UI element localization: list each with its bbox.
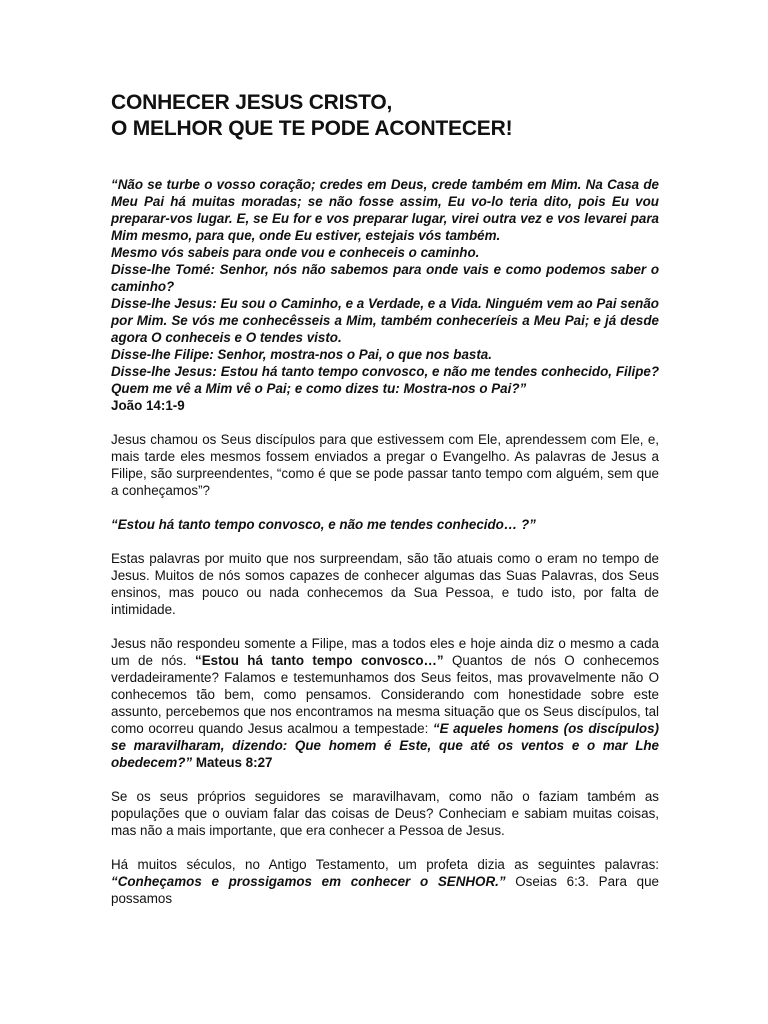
quote-line: Disse-lhe Jesus: Eu sou o Caminho, e a Verdade, e a Vida. Ninguém vem ao Pai senão por Mim. Se vós me conhecêsseis a Mim, também conheceríeis a Meu Pai; e já desde agora O conheceis e O tendes visto. <box>111 296 659 345</box>
title-line-1: CONHECER JESUS CRISTO, <box>111 91 393 114</box>
quote-line: Disse-lhe Filipe: Senhor, mostra-nos o Pai, o que nos basta. <box>111 347 492 362</box>
scripture-quote <box>111 176 659 397</box>
paragraph-4-quote-bold: “Estou há tanto tempo convosco…” <box>195 653 444 668</box>
paragraph-6 <box>111 856 659 907</box>
paragraph-6-text-c: Oseias 6:3. Para que possamos <box>111 874 660 906</box>
quote-line: Disse-lhe Tomé: Senhor, nós não sabemos para onde vais e como podemos saber o caminho? <box>111 262 659 294</box>
paragraph-5: Se os seus próprios seguidores se maravilhavam, como não o faziam também as populações que o ouviam falar das coisas de Deus? Conheciam e sabiam muitas coisas, mas não a mais importante, que era conhecer a Pessoa de Jesus. <box>111 789 659 838</box>
quote-reference: João 14:1-9 <box>111 398 185 413</box>
paragraph-4-scripture: “E aqueles homens (os discípulos) se maravilharam, dizendo: Que homem é Este, que até os ventos e o mar Lhe obedecem?” <box>111 721 660 770</box>
paragraph-quote: “Estou há tanto tempo convosco, e não me tendes conhecido… ?” <box>111 517 536 532</box>
paragraph-6-text-a: Há muitos séculos, no Antigo Testamento, um profeta dizia as seguintes palavras: <box>111 857 659 872</box>
paragraph-4-reference: Mateus 8:27 <box>192 755 273 770</box>
paragraph-1: Jesus chamou os Seus discípulos para que estivessem com Ele, aprendessem com Ele, e, mais tarde eles mesmos fossem enviados a pregar o Evangelho. As palavras de Jesus a Filipe, são surpreendentes, “como é que se pode passar tanto tempo com alguém, sem que a conheçamos”? <box>111 432 659 498</box>
quote-line: “Não se turbe o vosso coração; credes em Deus, crede também em Mim. Na Casa de Meu Pai há muitas moradas; se não fosse assim, Eu vo-lo teria dito, pois Eu vou preparar-vos lugar. E, se Eu for e vos preparar lugar, virei outra vez e vos levarei para Mim mesmo, para que, onde Eu estiver, estejais vós também. <box>111 177 659 243</box>
page-title <box>111 90 659 142</box>
paragraph-4-text-a: Jesus não respondeu somente a Filipe, mas a todos eles e hoje ainda diz o mesmo a cada um de nós. <box>111 636 659 668</box>
document-page <box>111 90 659 920</box>
paragraph-3: Estas palavras por muito que nos surpreendam, são tão atuais como o eram no tempo de Jesus. Muitos de nós somos capazes de conhecer algumas das Suas Palavras, dos Seus ensinos, mas pouco ou nada conhecemos da Sua Pessoa, e tudo isto, por falta de intimidade. <box>111 551 659 617</box>
paragraph-4 <box>111 635 659 771</box>
paragraph-4-text-c: Quantos de nós O conhecemos verdadeiramente? Falamos e testemunhamos dos Seus feitos, mas provavelmente não O conhecemos tão bem, como pensamos. Considerando com honestidade sobre este assunto, percebemos que nos encontramos na mesma situação que os Seus discípulos, tal como ocorreu quando Jesus acalmou a tempestade: <box>111 653 660 736</box>
paragraph-6-scripture: “Conheçamos e prossigamos em conhecer o SENHOR.” <box>111 874 506 889</box>
quote-line: Mesmo vós sabeis para onde vou e conheceis o caminho. <box>111 245 480 260</box>
title-line-2: O MELHOR QUE TE PODE ACONTECER! <box>111 117 513 140</box>
quote-line: Disse-lhe Jesus: Estou há tanto tempo convosco, e não me tendes conhecido, Filipe? Quem me vê a Mim vê o Pai; e como dizes tu: Mostra-nos o Pai?” <box>111 364 659 396</box>
